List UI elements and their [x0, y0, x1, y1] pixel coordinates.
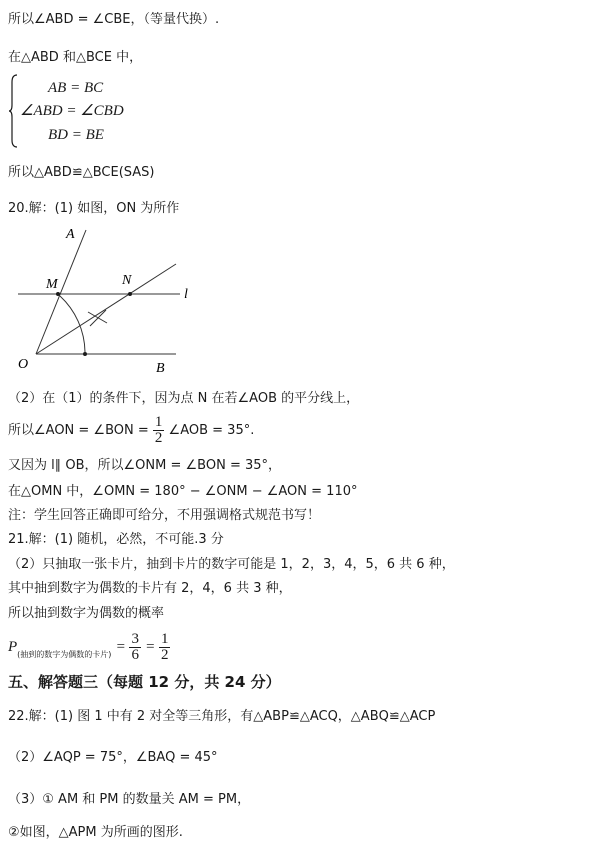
text-line: 又因为 l∥ OB，所以∠ONM = ∠BON = 35°， [8, 458, 282, 473]
text-line: ②如图，△APM 为所画的图形. [8, 825, 183, 840]
text-line: 所以△ABD≌△BCE(SAS) [8, 165, 155, 180]
system-eq: ∠ABD = ∠CBD [20, 103, 124, 119]
probability-line: $P_{(抽到的数字为偶数的卡片)}$ = $\frac{3}{6}$ = $\frac{1}{2}$ [8, 631, 169, 663]
cross-arcs [88, 310, 107, 326]
fraction: $\frac{1}{2}$ [154, 414, 163, 446]
text-line: 注：学生回答正确即可给分，不用强调格式规范书写！ [8, 508, 321, 523]
fraction: $\frac{3}{6}$ [131, 631, 139, 663]
text-line: 22.解：(1) 图 1 中有 2 对全等三角形，有△ABP≌△ACQ，△ABQ≌△ACP [8, 709, 436, 724]
text-line: （2）∠AQP = 75°，∠BAQ = 45° [8, 750, 218, 765]
label-n: N [122, 273, 132, 288]
text-line: 所以抽到数字为偶数的概率 [8, 606, 165, 621]
geometry-figure [8, 222, 198, 382]
system-eq: BD = BE [48, 127, 104, 143]
math-line: 所以∠AON = ∠BON = $\frac{1}{2}$ ∠AOB = 35°. [8, 414, 255, 446]
section-heading: 五、解答题三（每题 12 分，共 24 分） [8, 673, 281, 691]
text-line: 其中抽到数字为偶数的卡片有 2，4，6 共 3 种， [8, 581, 292, 596]
label-l: l [184, 287, 188, 302]
text-line: （2）在（1）的条件下，因为点 N 在若∠AOB 的平分线上， [8, 391, 360, 406]
fraction: $\frac{1}{2}$ [160, 631, 169, 663]
ray-oa [36, 230, 86, 354]
text-line: 20.解：(1) 如图，ON 为所作 [8, 201, 180, 216]
label-b: B [156, 361, 165, 376]
label-a: A [66, 227, 75, 242]
text-line: （3）① AM 和 PM 的数量关 AM = PM， [8, 792, 251, 807]
text-line: 所以∠ABD = ∠CBE，（等量代换）. [8, 12, 220, 27]
text-line: （2）只抽取一张卡片，抽到卡片的数字可能是 1，2，3，4，5，6 共 6 种， [8, 557, 455, 572]
label-o: O [18, 357, 29, 372]
left-brace [8, 74, 18, 148]
text-line: 在△OMN 中，∠OMN = 180° − ∠ONM − ∠AON = 110° [8, 484, 358, 499]
label-m: M [46, 277, 58, 292]
system-eq: AB = BC [48, 80, 104, 96]
arc [60, 296, 85, 352]
text-line: 21.解：(1) 随机，必然，不可能.3 分 [8, 532, 224, 547]
text-line: 在△ABD 和△BCE 中， [8, 50, 143, 65]
